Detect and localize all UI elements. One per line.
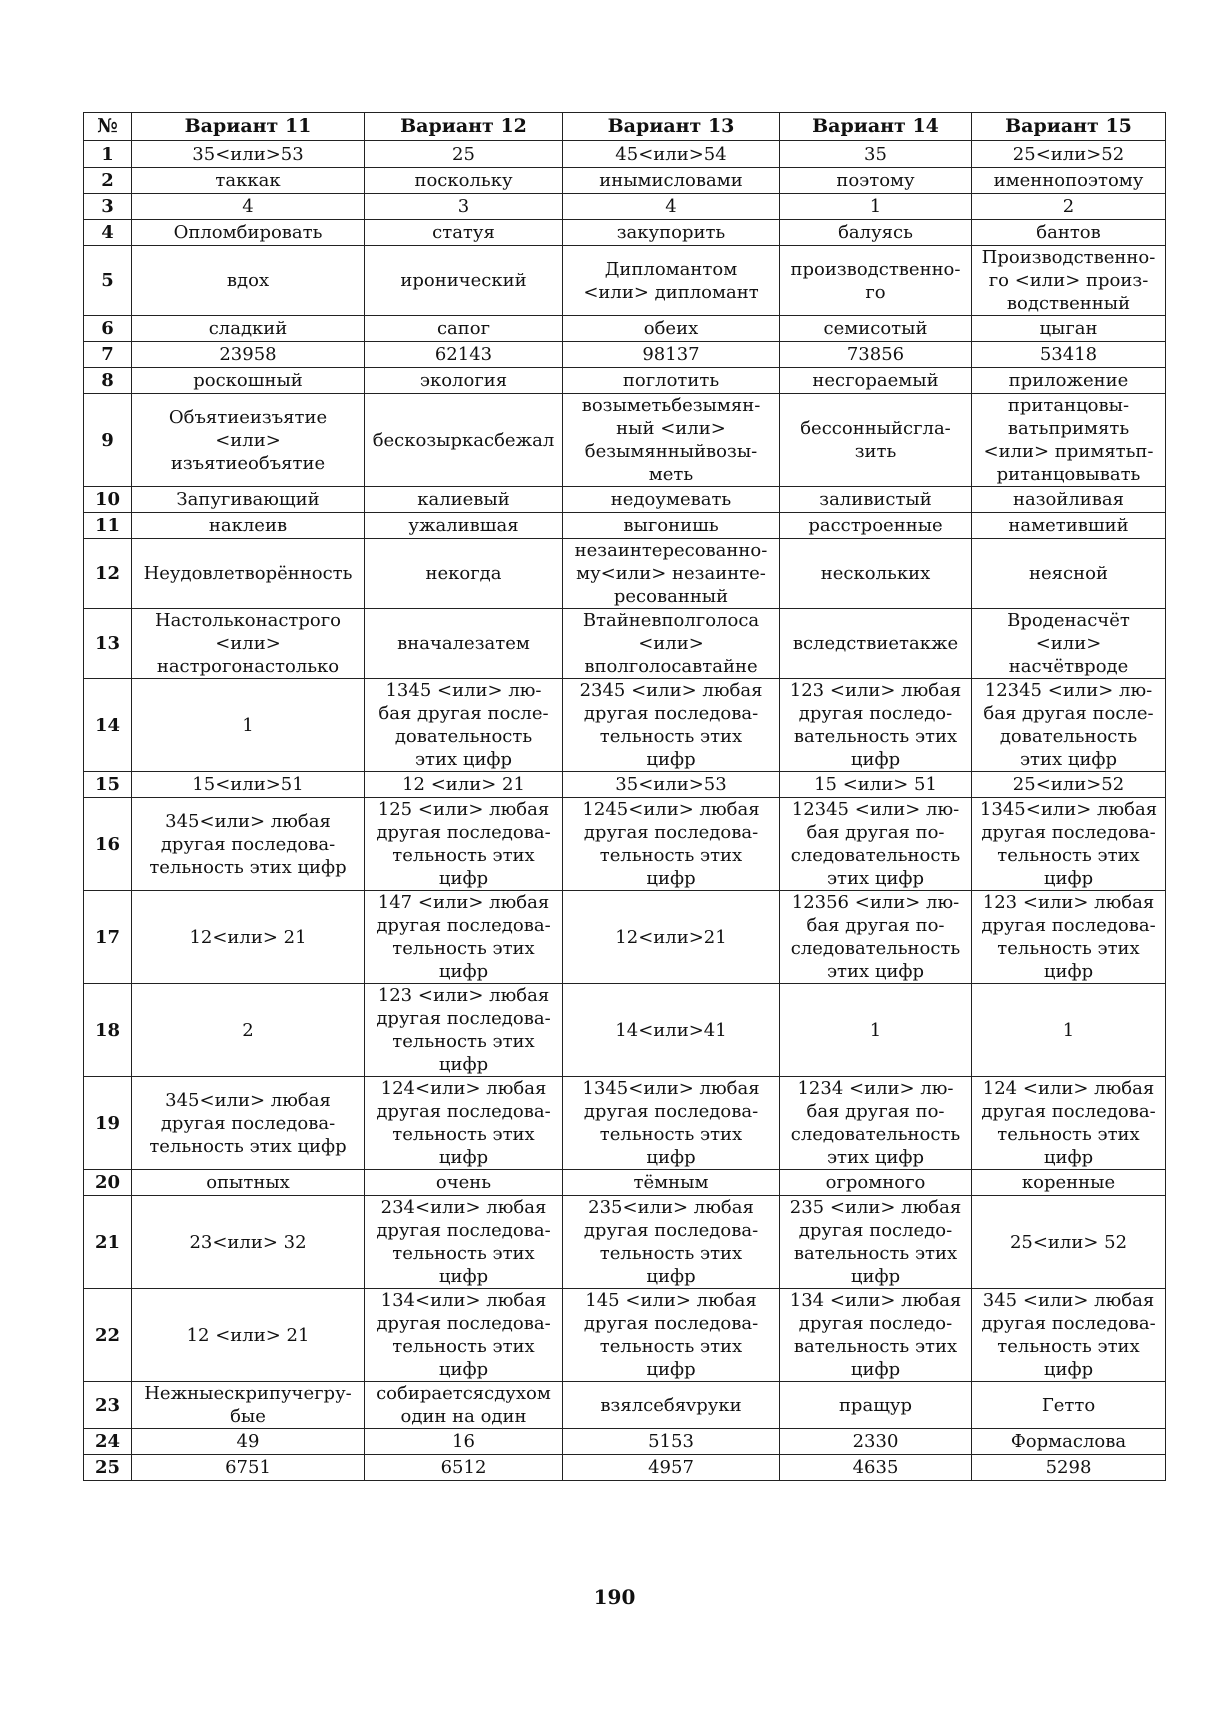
answer-cell: назойливая xyxy=(972,487,1166,513)
answer-cell: 25<или> 52 xyxy=(972,1196,1166,1289)
row-number: 11 xyxy=(84,513,132,539)
answer-cell: 123 <или> любая другая последова- тельность этих цифр xyxy=(972,891,1166,984)
answer-cell: 123 <или> любая другая последова- тельность этих цифр xyxy=(365,984,563,1077)
answer-cell: поглотить xyxy=(563,368,780,394)
row-number: 23 xyxy=(84,1382,132,1429)
table-row xyxy=(84,679,1166,772)
answer-cell: вначалезатем xyxy=(365,609,563,679)
answer-cell: 147 <или> любая другая последова- тельность этих цифр xyxy=(365,891,563,984)
table-row xyxy=(84,141,1166,168)
table-row xyxy=(84,487,1166,513)
answer-cell: 12<или> 21 xyxy=(132,891,365,984)
table-row xyxy=(84,798,1166,891)
answer-cell: 2345 <или> любая другая последова- тельность этих цифр xyxy=(563,679,780,772)
table-row xyxy=(84,772,1166,798)
answer-cell: 25<или>52 xyxy=(972,772,1166,798)
row-number: 5 xyxy=(84,246,132,316)
answer-cell: пращур xyxy=(780,1382,972,1429)
answer-cell: 1 xyxy=(972,984,1166,1077)
answer-cell: несгораемый xyxy=(780,368,972,394)
answer-cell: Запугивающий xyxy=(132,487,365,513)
answer-cell: Производственно- го <или> произ- водственный xyxy=(972,246,1166,316)
answer-cell: 12<или>21 xyxy=(563,891,780,984)
answer-cell: 1 xyxy=(780,984,972,1077)
header-variant-13: Вариант 13 xyxy=(563,113,780,141)
answer-cell: Настольконастрого <или> настрогонастолько xyxy=(132,609,365,679)
answer-cell: пританцовы- ватьпримять <или> примятьп- ританцовывать xyxy=(972,394,1166,487)
answer-cell: выгонишь xyxy=(563,513,780,539)
answer-cell: 1234 <или> лю- бая другая по- следовательность этих цифр xyxy=(780,1077,972,1170)
row-number: 3 xyxy=(84,194,132,220)
answer-cell: Гетто xyxy=(972,1382,1166,1429)
answer-cell: цыган xyxy=(972,316,1166,342)
answer-cell: 12 <или> 21 xyxy=(365,772,563,798)
table-row xyxy=(84,1196,1166,1289)
answer-cell: 23958 xyxy=(132,342,365,368)
row-number: 2 xyxy=(84,168,132,194)
answer-cell: 235 <или> любая другая последо- вательность этих цифр xyxy=(780,1196,972,1289)
header-variant-11: Вариант 11 xyxy=(132,113,365,141)
answer-cell: Опломбировать xyxy=(132,220,365,246)
answer-cell: 15 <или> 51 xyxy=(780,772,972,798)
row-number: 25 xyxy=(84,1455,132,1481)
answer-cell: инымисловами xyxy=(563,168,780,194)
answer-cell: 5298 xyxy=(972,1455,1166,1481)
header-variant-12: Вариант 12 xyxy=(365,113,563,141)
table-row xyxy=(84,984,1166,1077)
answer-cell: семисотый xyxy=(780,316,972,342)
answer-table xyxy=(83,112,1166,1481)
answer-cell: возыметьбезымян- ный <или> безымянныйвозы- меть xyxy=(563,394,780,487)
table-row xyxy=(84,1455,1166,1481)
row-number: 22 xyxy=(84,1289,132,1382)
row-number: 17 xyxy=(84,891,132,984)
table-row xyxy=(84,891,1166,984)
answer-cell: 73856 xyxy=(780,342,972,368)
header-variant-15: Вариант 15 xyxy=(972,113,1166,141)
answer-cell: 345<или> любая другая последова- тельность этих цифр xyxy=(132,798,365,891)
answer-cell: 23<или> 32 xyxy=(132,1196,365,1289)
row-number: 8 xyxy=(84,368,132,394)
row-number: 10 xyxy=(84,487,132,513)
answer-cell: наметивший xyxy=(972,513,1166,539)
answer-cell: 1345<или> любая другая последова- тельность этих цифр xyxy=(563,1077,780,1170)
page-number: 190 xyxy=(593,1585,636,1609)
row-number: 1 xyxy=(84,141,132,168)
answer-cell: 14<или>41 xyxy=(563,984,780,1077)
answer-cell: 2 xyxy=(972,194,1166,220)
answer-cell: 4 xyxy=(563,194,780,220)
row-number: 16 xyxy=(84,798,132,891)
answer-cell: 49 xyxy=(132,1429,365,1455)
answer-cell: 6512 xyxy=(365,1455,563,1481)
table-row xyxy=(84,394,1166,487)
answer-cell: именнопоэтому xyxy=(972,168,1166,194)
answer-cell: 345 <или> любая другая последова- тельность этих цифр xyxy=(972,1289,1166,1382)
answer-cell: сладкий xyxy=(132,316,365,342)
row-number: 18 xyxy=(84,984,132,1077)
answer-cell: недоумевать xyxy=(563,487,780,513)
answer-cell: 125 <или> любая другая последова- тельность этих цифр xyxy=(365,798,563,891)
table-row xyxy=(84,539,1166,609)
table-row xyxy=(84,1077,1166,1170)
answer-cell: 235<или> любая другая последова- тельность этих цифр xyxy=(563,1196,780,1289)
answer-cell: 4 xyxy=(132,194,365,220)
answer-cell: очень xyxy=(365,1170,563,1196)
table-row xyxy=(84,1382,1166,1429)
table-row xyxy=(84,316,1166,342)
table-row xyxy=(84,194,1166,220)
table-row xyxy=(84,1289,1166,1382)
row-number: 14 xyxy=(84,679,132,772)
answer-cell: 12345 <или> лю- бая другая после- довательность этих цифр xyxy=(972,679,1166,772)
answer-cell: 234<или> любая другая последова- тельность этих цифр xyxy=(365,1196,563,1289)
answer-cell: 62143 xyxy=(365,342,563,368)
answer-cell: 124 <или> любая другая последова- тельность этих цифр xyxy=(972,1077,1166,1170)
answer-cell: тёмным xyxy=(563,1170,780,1196)
answer-cell: 123 <или> любая другая последо- вательность этих цифр xyxy=(780,679,972,772)
answer-cell: коренные xyxy=(972,1170,1166,1196)
table-row xyxy=(84,1429,1166,1455)
answer-cell: поэтому xyxy=(780,168,972,194)
answer-cell: 1345<или> любая другая последова- тельность этих цифр xyxy=(972,798,1166,891)
row-number: 7 xyxy=(84,342,132,368)
answer-cell: вследствиетакже xyxy=(780,609,972,679)
row-number: 15 xyxy=(84,772,132,798)
answer-cell: 15<или>51 xyxy=(132,772,365,798)
answer-cell: незаинтересованно- му<или> незаинте- ресованный xyxy=(563,539,780,609)
answer-cell: 4635 xyxy=(780,1455,972,1481)
answer-cell: 45<или>54 xyxy=(563,141,780,168)
answer-cell: приложение xyxy=(972,368,1166,394)
row-number: 13 xyxy=(84,609,132,679)
answer-cell: 16 xyxy=(365,1429,563,1455)
answer-cell: 1345 <или> лю- бая другая после- довательность этих цифр xyxy=(365,679,563,772)
answer-cell: собираетсясдухом один на один xyxy=(365,1382,563,1429)
table-row xyxy=(84,1170,1166,1196)
row-number: 4 xyxy=(84,220,132,246)
answer-cell: ужалившая xyxy=(365,513,563,539)
answer-cell: Втайневполголоса <или> вполголосавтайне xyxy=(563,609,780,679)
row-number: 21 xyxy=(84,1196,132,1289)
answer-cell: некогда xyxy=(365,539,563,609)
answer-cell: 1245<или> любая другая последова- тельность этих цифр xyxy=(563,798,780,891)
answer-cell: 53418 xyxy=(972,342,1166,368)
answer-cell: взялсебяvруки xyxy=(563,1382,780,1429)
answer-cell: калиевый xyxy=(365,487,563,513)
table-row xyxy=(84,513,1166,539)
table-row xyxy=(84,168,1166,194)
row-number: 6 xyxy=(84,316,132,342)
answer-cell: 134 <или> любая другая последо- вательность этих цифр xyxy=(780,1289,972,1382)
answer-cell: статуя xyxy=(365,220,563,246)
answer-cell: 3 xyxy=(365,194,563,220)
answer-cell: 35<или>53 xyxy=(132,141,365,168)
answer-cell: 2 xyxy=(132,984,365,1077)
header-variant-14: Вариант 14 xyxy=(780,113,972,141)
answer-cell: 98137 xyxy=(563,342,780,368)
row-number: 24 xyxy=(84,1429,132,1455)
answer-cell: сапог xyxy=(365,316,563,342)
answer-cell: расстроенные xyxy=(780,513,972,539)
row-number: 19 xyxy=(84,1077,132,1170)
answer-cell: 124<или> любая другая последова- тельность этих цифр xyxy=(365,1077,563,1170)
table-row xyxy=(84,342,1166,368)
answer-cell: Формаслова xyxy=(972,1429,1166,1455)
answer-cell: Объятиеизъятие <или> изъятиеобъятие xyxy=(132,394,365,487)
answer-cell: 25 xyxy=(365,141,563,168)
answer-cell: экология xyxy=(365,368,563,394)
answer-cell: иронический xyxy=(365,246,563,316)
table-row xyxy=(84,246,1166,316)
header-number: № xyxy=(84,113,132,141)
answer-cell: 1 xyxy=(132,679,365,772)
row-number: 9 xyxy=(84,394,132,487)
table-row xyxy=(84,220,1166,246)
answer-cell: 35<или>53 xyxy=(563,772,780,798)
answer-cell: 25<или>52 xyxy=(972,141,1166,168)
answer-cell: производственно- го xyxy=(780,246,972,316)
answer-cell: бескозыркасбежал xyxy=(365,394,563,487)
answer-cell: 12356 <или> лю- бая другая по- следовательность этих цифр xyxy=(780,891,972,984)
answer-cell: 35 xyxy=(780,141,972,168)
answer-cell: балуясь xyxy=(780,220,972,246)
answer-cell: 1 xyxy=(780,194,972,220)
answer-cell: вдох xyxy=(132,246,365,316)
answer-cell: 134<или> любая другая последова- тельность этих цифр xyxy=(365,1289,563,1382)
answer-cell: заливистый xyxy=(780,487,972,513)
table-row xyxy=(84,368,1166,394)
answer-cell: роскошный xyxy=(132,368,365,394)
answer-cell: Неудовлетворённость xyxy=(132,539,365,609)
answer-cell: закупорить xyxy=(563,220,780,246)
answer-cell: опытных xyxy=(132,1170,365,1196)
answer-cell: 12345 <или> лю- бая другая по- следовательность этих цифр xyxy=(780,798,972,891)
answer-cell: 345<или> любая другая последова- тельность этих цифр xyxy=(132,1077,365,1170)
answer-cell: бессонныйсгла- зить xyxy=(780,394,972,487)
table-row xyxy=(84,609,1166,679)
answer-cell: обеих xyxy=(563,316,780,342)
answer-cell: неясной xyxy=(972,539,1166,609)
answer-cell: бантов xyxy=(972,220,1166,246)
answer-cell: огромного xyxy=(780,1170,972,1196)
answer-cell: 4957 xyxy=(563,1455,780,1481)
answer-cell: 12 <или> 21 xyxy=(132,1289,365,1382)
answer-cell: Нежныескрипучегру- бые xyxy=(132,1382,365,1429)
row-number: 20 xyxy=(84,1170,132,1196)
answer-cell: поскольку xyxy=(365,168,563,194)
answer-cell: Дипломантом <или> дипломант xyxy=(563,246,780,316)
answer-cell: 5153 xyxy=(563,1429,780,1455)
answer-cell: нескольких xyxy=(780,539,972,609)
table-body xyxy=(84,141,1166,1481)
answer-cell: 6751 xyxy=(132,1455,365,1481)
answer-cell: наклеив xyxy=(132,513,365,539)
row-number: 12 xyxy=(84,539,132,609)
answer-cell: Вроденасчёт <или> насчётвроде xyxy=(972,609,1166,679)
answer-cell: 145 <или> любая другая последова- тельность этих цифр xyxy=(563,1289,780,1382)
answer-cell: таккак xyxy=(132,168,365,194)
answer-cell: 2330 xyxy=(780,1429,972,1455)
header-row xyxy=(84,113,1166,141)
